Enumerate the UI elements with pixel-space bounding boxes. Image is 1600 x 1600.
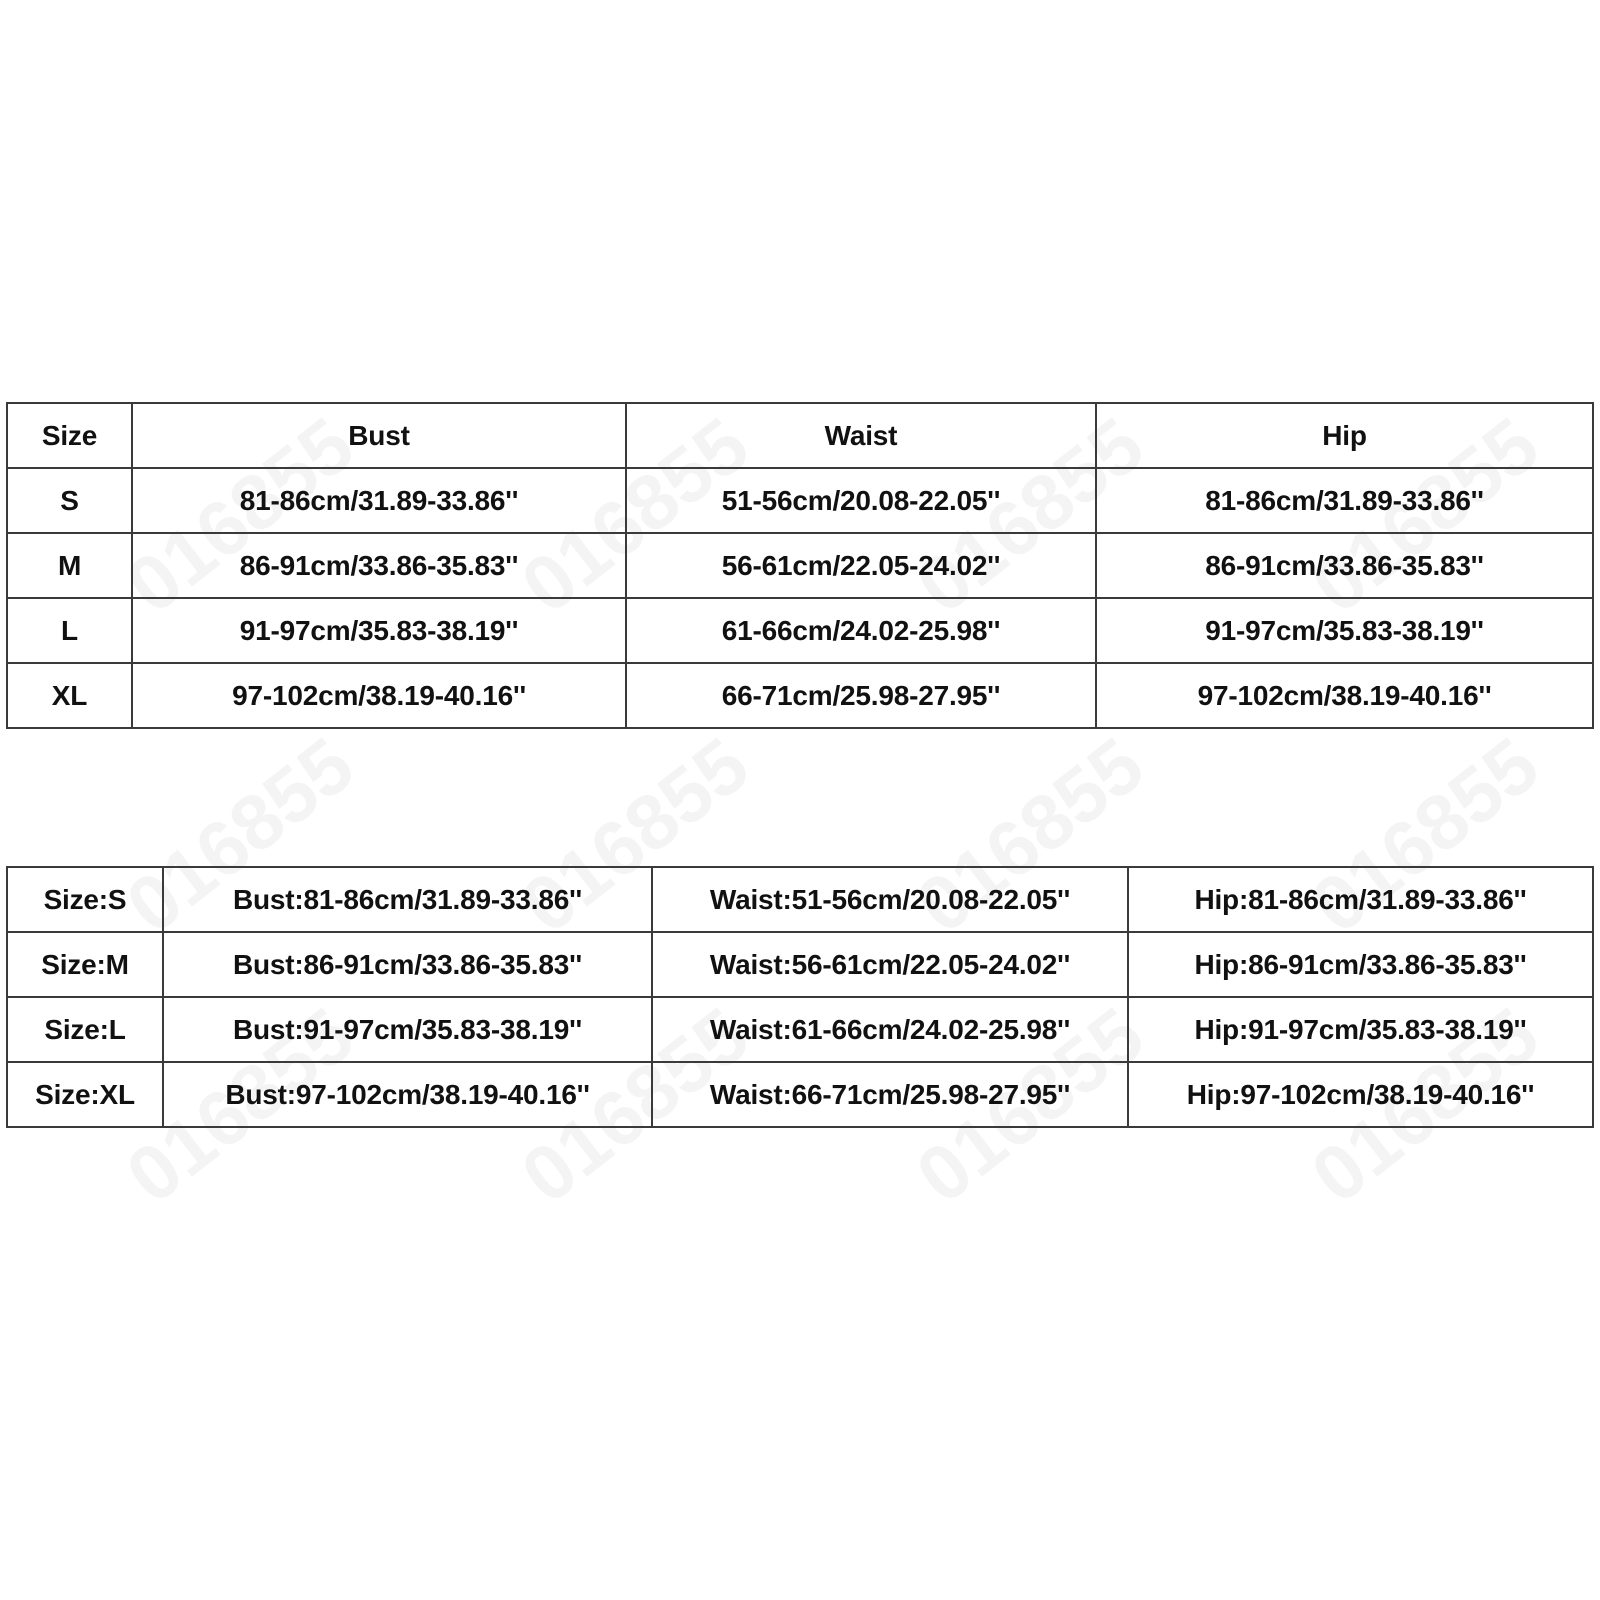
table-row [7, 1062, 1593, 1127]
cell-waist: 66-71cm/25.98-27.95'' [626, 663, 1096, 728]
header-bust: Bust [132, 403, 626, 468]
table-row [7, 867, 1593, 932]
cell-bust: Bust:91-97cm/35.83-38.19'' [163, 997, 652, 1062]
cell-hip: Hip:91-97cm/35.83-38.19'' [1128, 997, 1593, 1062]
header-hip: Hip [1096, 403, 1593, 468]
header-size: Size [7, 403, 132, 468]
cell-waist: Waist:61-66cm/24.02-25.98'' [652, 997, 1128, 1062]
cell-hip: Hip:97-102cm/38.19-40.16'' [1128, 1062, 1593, 1127]
cell-waist: 61-66cm/24.02-25.98'' [626, 598, 1096, 663]
cell-waist: 56-61cm/22.05-24.02'' [626, 533, 1096, 598]
size-chart-table [6, 402, 1594, 729]
cell-bust: 86-91cm/33.86-35.83'' [132, 533, 626, 598]
cell-hip: Hip:86-91cm/33.86-35.83'' [1128, 932, 1593, 997]
cell-size: M [7, 533, 132, 598]
cell-waist: Waist:51-56cm/20.08-22.05'' [652, 867, 1128, 932]
table-row [7, 598, 1593, 663]
cell-bust: 91-97cm/35.83-38.19'' [132, 598, 626, 663]
cell-bust: 81-86cm/31.89-33.86'' [132, 468, 626, 533]
cell-waist: Waist:66-71cm/25.98-27.95'' [652, 1062, 1128, 1127]
table-header-row [7, 403, 1593, 468]
cell-bust: 97-102cm/38.19-40.16'' [132, 663, 626, 728]
cell-size: Size:M [7, 932, 163, 997]
size-chart-table-labeled [6, 866, 1594, 1128]
cell-size: Size:S [7, 867, 163, 932]
table-row [7, 932, 1593, 997]
table-row [7, 533, 1593, 598]
cell-hip: Hip:81-86cm/31.89-33.86'' [1128, 867, 1593, 932]
cell-waist: Waist:56-61cm/22.05-24.02'' [652, 932, 1128, 997]
header-waist: Waist [626, 403, 1096, 468]
cell-size: S [7, 468, 132, 533]
cell-hip: 97-102cm/38.19-40.16'' [1096, 663, 1593, 728]
cell-size: Size:L [7, 997, 163, 1062]
table-row [7, 468, 1593, 533]
table-row [7, 663, 1593, 728]
cell-waist: 51-56cm/20.08-22.05'' [626, 468, 1096, 533]
cell-size: XL [7, 663, 132, 728]
table-row [7, 997, 1593, 1062]
cell-size: Size:XL [7, 1062, 163, 1127]
cell-hip: 91-97cm/35.83-38.19'' [1096, 598, 1593, 663]
cell-bust: Bust:86-91cm/33.86-35.83'' [163, 932, 652, 997]
cell-size: L [7, 598, 132, 663]
cell-hip: 86-91cm/33.86-35.83'' [1096, 533, 1593, 598]
cell-hip: 81-86cm/31.89-33.86'' [1096, 468, 1593, 533]
cell-bust: Bust:81-86cm/31.89-33.86'' [163, 867, 652, 932]
cell-bust: Bust:97-102cm/38.19-40.16'' [163, 1062, 652, 1127]
